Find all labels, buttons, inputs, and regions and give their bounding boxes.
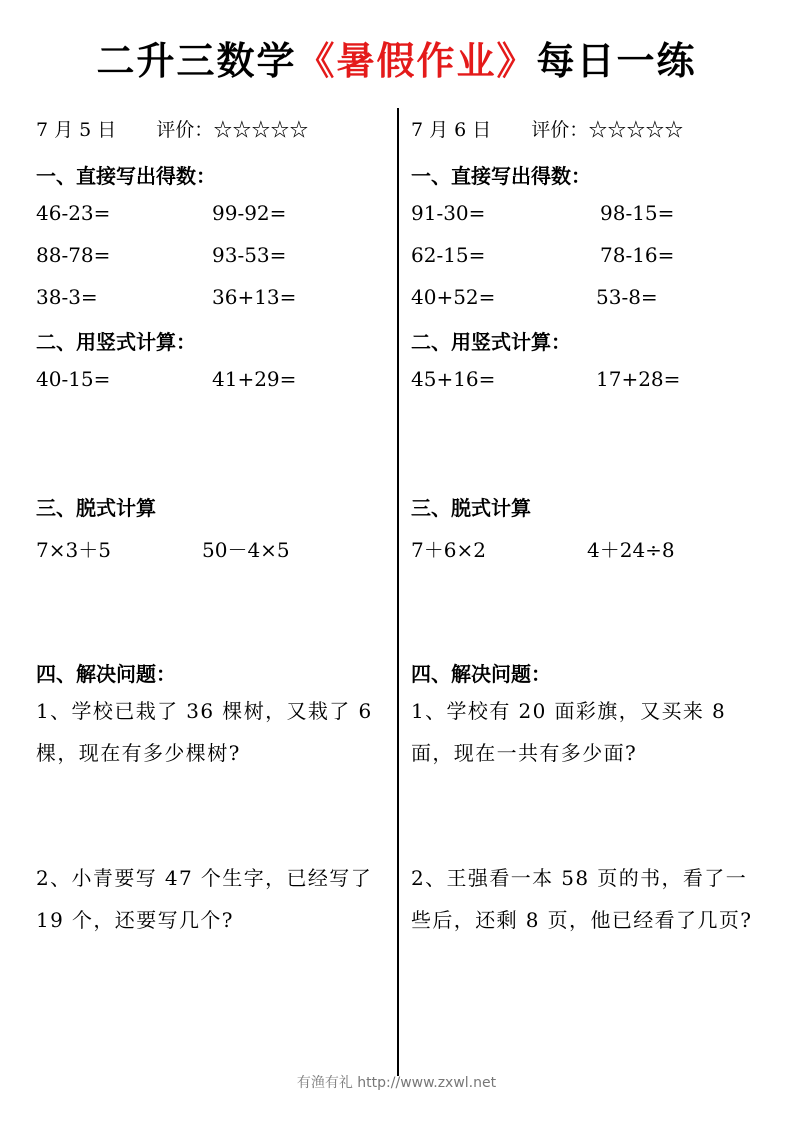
page-title bbox=[0, 30, 793, 85]
exercise-item: 91-30= bbox=[411, 201, 486, 225]
section-word-problems: 四、解决问题： bbox=[36, 662, 176, 686]
exercise-item: 93-53= bbox=[212, 243, 287, 267]
rating-stars: ☆☆☆☆☆ bbox=[588, 119, 684, 141]
section-step-calc: 三、脱式计算 bbox=[36, 496, 156, 520]
column-divider bbox=[397, 108, 399, 1076]
day-header bbox=[36, 115, 308, 142]
date-label: 7 月 6 日 bbox=[411, 119, 492, 141]
title-tail: 每日一练 bbox=[536, 39, 697, 83]
section-word-problems: 四、解决问题： bbox=[411, 662, 551, 686]
exercise-item: 17+28= bbox=[596, 367, 681, 391]
footer-watermark: 有渔有礼 http://www.zxwl.net bbox=[296, 1075, 497, 1091]
exercise-item: 88-78= bbox=[36, 243, 111, 267]
section-vertical-calc: 二、用竖式计算： bbox=[36, 330, 196, 354]
exercise-item: 62-15= bbox=[411, 243, 486, 267]
date-label: 7 月 5 日 bbox=[36, 119, 117, 141]
word-problem: 1、学校已栽了 36 棵树，又栽了 6 棵，现在有多少棵树? bbox=[36, 699, 373, 765]
title-main: 二升三数学 bbox=[96, 39, 297, 83]
exercise-item: 78-16= bbox=[600, 243, 675, 267]
section-vertical-calc: 二、用竖式计算： bbox=[411, 330, 571, 354]
word-problem: 2、小青要写 47 个生字，已经写了 19 个，还要写几个? bbox=[36, 866, 373, 932]
exercise-item: 7＋6×2 bbox=[411, 538, 486, 562]
word-problem: 1、学校有 20 面彩旗，又买来 8 面，现在一共有多少面? bbox=[411, 699, 727, 765]
exercise-item: 99-92= bbox=[212, 201, 287, 225]
exercise-item: 46-23= bbox=[36, 201, 111, 225]
exercise-item: 36+13= bbox=[212, 285, 297, 309]
section-direct-answers: 一、直接写出得数： bbox=[411, 164, 591, 188]
evaluation-label: 评价： bbox=[156, 119, 214, 141]
section-direct-answers: 一、直接写出得数： bbox=[36, 164, 216, 188]
exercise-item: 40-15= bbox=[36, 367, 111, 391]
exercise-item: 50－4×5 bbox=[202, 538, 290, 562]
day-header bbox=[411, 115, 683, 142]
exercise-item: 41+29= bbox=[212, 367, 297, 391]
exercise-item: 45+16= bbox=[411, 367, 496, 391]
word-problem: 2、王强看一本 58 页的书，看了一些后，还剩 8 页，他已经看了几页? bbox=[411, 866, 753, 932]
exercise-item: 7×3＋5 bbox=[36, 538, 111, 562]
exercise-item: 40+52= bbox=[411, 285, 496, 309]
section-step-calc: 三、脱式计算 bbox=[411, 496, 531, 520]
exercise-item: 38-3= bbox=[36, 285, 98, 309]
exercise-item: 4＋24÷8 bbox=[587, 538, 675, 562]
exercise-item: 53-8= bbox=[596, 285, 658, 309]
rating-stars: ☆☆☆☆☆ bbox=[213, 119, 309, 141]
evaluation-label: 评价： bbox=[531, 119, 589, 141]
exercise-item: 98-15= bbox=[600, 201, 675, 225]
title-highlight: 《暑假作业》 bbox=[296, 39, 537, 83]
